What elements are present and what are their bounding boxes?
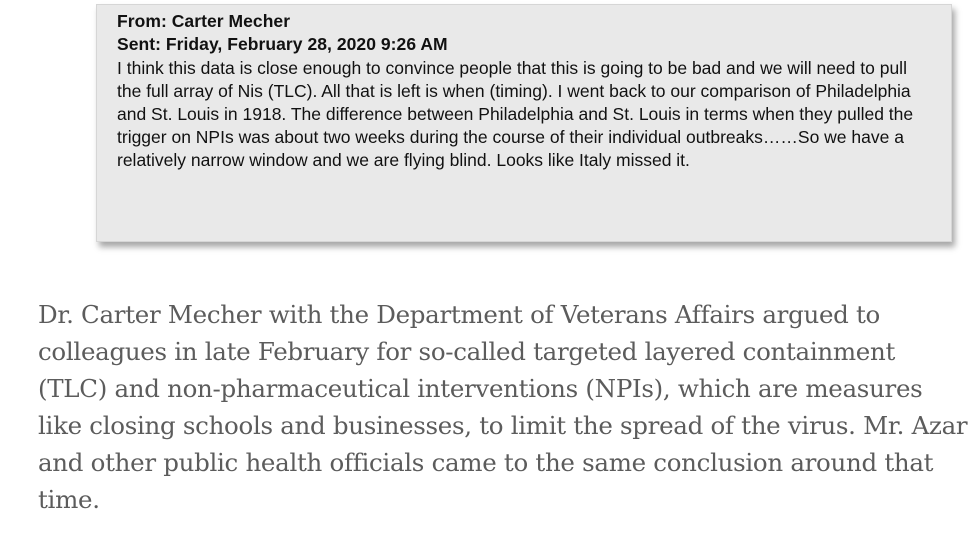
email-from: From: Carter Mecher — [117, 11, 291, 31]
email-excerpt — [96, 4, 952, 242]
email-body: I think this data is close enough to convince people that this is going to be bad and we will need to pull the full array of Nis (TLC). All that is left is when (timing). I went back to our comparison of Philadelphia and St. Louis in 1918. The difference between Philadelphia and St. Louis in terms when they pulled the trigger on NPIs was about two weeks during the course of their individual outbreaks……So we have a relatively narrow window and we are flying blind. Looks like Italy missed it. — [117, 58, 914, 170]
email-sent: Sent: Friday, February 28, 2020 9:26 AM — [117, 34, 448, 54]
photo-caption: Dr. Carter Mecher with the Department of Veterans Affairs argued to colleagues in late February for so-called targeted layered containment (TLC) and non-pharmaceutical interventions (NPIs), which are measures like closing schools and businesses, to limit the spread of the virus. Mr. Azar and other public health officials came to the same conclusion around that time. — [38, 300, 968, 514]
